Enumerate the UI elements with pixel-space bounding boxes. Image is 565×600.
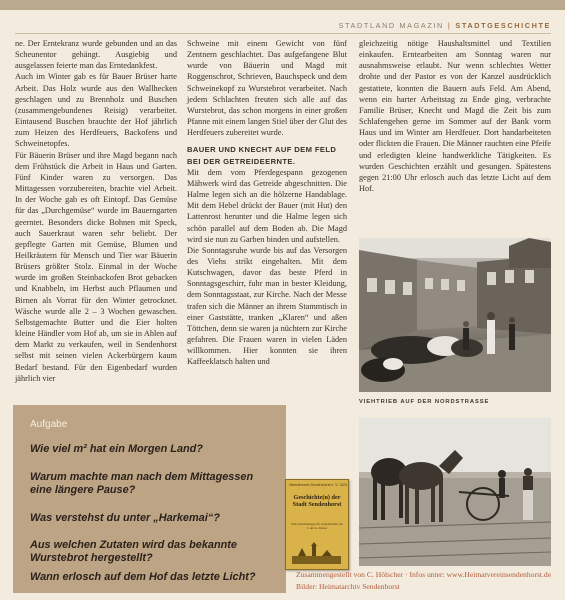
top-bar <box>0 0 565 10</box>
paragraph: Die Sonntagsruhe wurde bis auf das Versorgen des Viehs strikt eingehalten. Mit dem Kutschwagen, davor das beste Pferd in Sonntagsgeschirr, fuhr man in bester Kleidung, dem Sonntagsstaat, zur Kirche. Nach der Messe trafen sich die Männer an ihrem Stammtisch in einer Gaststätte, tranken „Klaren“ und aßen Töttchen, denn sie waren ja nüchtern zur Kirche gefahren. Die Frauen waren in vielen Läden willkommen. Hier konnten sie ihren Kaffeeklatsch halten und <box>187 245 347 367</box>
street-cattle-photo <box>359 238 551 392</box>
credit-line: Zusammengestellt von C. Hölscher · Infos unter: www.Heimatvereinsendenhorst.de <box>296 570 552 579</box>
booklet-publisher: Heimatverein Sendenhorst e. V. 1923 <box>289 483 348 487</box>
question-5: Wann erlosch auf dem Hof das letzte Licht? <box>30 571 256 583</box>
article-column-1 <box>15 38 177 384</box>
magazine-name: STADTLAND MAGAZIN <box>338 21 444 30</box>
booklet-subtitle: Eine Arbeitsmappe für Grundschüler der 3. und 4. Klasse <box>291 522 343 530</box>
question-3: Was verstehst du unter „Harkemai“? <box>30 512 220 524</box>
question-4: Aus welchen Zutaten wird das bekannte Wurstebrot hergestellt? <box>30 539 237 564</box>
photo-subheading: BAUER UND KNECHT AUF DEM FELD BEI DER GETREIDEERNTE. <box>187 145 337 166</box>
paragraph: ne. Der Erntekranz wurde gebunden und an das Scheunentor gehängt. Ausgiebig und ausgelassen feierte man das Erntedankfest. <box>15 39 177 71</box>
article-column-3 <box>359 38 551 194</box>
image-credit-line: Bilder: Heimatarchiv Sendenhorst <box>296 582 400 591</box>
field-photo-drawing <box>359 418 551 566</box>
article-column-2 <box>187 38 347 368</box>
booklet-town-illustration <box>292 542 341 564</box>
paragraph: Auch im Winter gab es für Bauer Brüser harte Arbeit. Das Holz wurde aus den Wallhecken geschlagen und zu Brennholz und Buschen (zusammengebundenes Reisig) verarbeitet. Eintausend Buschen brauchte der Hof jährlich zum Heizen des Herdfeuers, Backofens und Schweinetopfes. <box>15 72 177 149</box>
street-photo-caption: VIEHTRIEB AUF DER NORDSTRASSE <box>359 399 490 405</box>
question-2: Warum machte man nach dem Mittagessen eine längere Pause? <box>30 471 254 496</box>
paragraph: Schweine mit einem Gewicht von fünf Zentnern geschlachtet. Das aufgefangene Blut wurde von Bäuerin und Magd mit Roggenschrot, Schrieven, Bauchspeck und dem Schweinekopf zu Wurstebrot verarbeitet. Nach jedem Schlachten freuten sich alle auf das Wurstebrot, das schon morgens in einer großen Pfanne mit einem langen Stiel über der Glut des Herdfeuers zubereitet wurde. <box>187 39 347 138</box>
paragraph: Für Bäuerin Brüser und ihre Magd begann nach dem Frühstück die Arbeit in Haus und Garten. Fünf Kinder waren zu versorgen. Das Mittagessen vorzubereiten, brachte viel Arbeit. In der Woche gab es oft Eintopf. Das Gemüse für das „Durchgemüse“ wurde im Bauerngarten geerntet. Besonders dicke Bohnen mit Speck, auch Sauerkraut waren sehr beliebt. Der gepflegte Garten mit Gemüse, Blumen und Heilkräutern für Mensch und Tier war Bäuerin Brüsers größter Stolz. Einmal in der Woche wurde im großen Steinbackofen Brot gebacken und Knabbeln, im Herbst auch Pflaumen und Birnen als Vorrat für den Winter getrocknet. Wäsche wurde alle 2 – 3 Wochen gewaschen. Selbstgemachte Butter und die Eier holten kleine Händler vom Hof ab, um sie in Ahlen auf dem Markt zu verkaufen, weil in Sendenhorst selbst mit seinen vielen Ackerbürgern kaum Bedarf bestand. Für den Eigenbedarf wurden jährlich vier <box>15 150 177 383</box>
harvest-field-photo <box>359 418 551 566</box>
booklet-title: Geschichte(n) der Stadt Sendenhorst <box>292 494 342 508</box>
header-divider <box>15 33 551 34</box>
booklet-cover <box>285 479 349 570</box>
paragraph: Mit dem vom Pferdegespann gezogenen Mähwerk wird das Getreide abgeschnitten. Die Halme legen sich an die hölzerne Handablage. Mit dem Hebel drückt der Bauer (mit Hut) den Lattenrost herunter und die Halme legen sich schön parallel auf dem Boden ab. Die Magd wird sie nun zu Garben binden und aufstellen. <box>187 167 347 244</box>
task-box <box>13 405 286 593</box>
question-1: Wie viel m² hat ein Morgen Land? <box>30 443 203 455</box>
section-name: STADTGESCHICHTE <box>455 21 551 30</box>
paragraph: gleichzeitig nötige Haushaltsmittel und Textilien einkaufen. Erntearbeiten am Sonntag waren nur ausnahmsweise erlaubt. Nur wenn schlechtes Wetter drohte und der Pastor es von der Kanzel ausdrücklich gestattete, konnten die Bauern aufs Feld. Am Abend, wenn ein harter Arbeitstag zu Ende ging, verbrachte Familie Brüser, Knecht und Magd die Zeit bis zum Schlafengehen gerne im Sommer auf der Bank vorm Haus und im Winter am Herdfeuer. Dort handarbeiteten oder flickten die Frauen. Die Männer rauchten eine Pfeife und erledigten kleine handwerkliche Tätigkeiten. Es wurden Geschichten erzählt und gesungen. Spätestens gegen 21:00 Uhr erlosch auch das letzte Licht auf dem Hof. <box>359 39 551 194</box>
task-label: Aufgabe <box>30 419 68 430</box>
street-photo-drawing <box>359 238 551 392</box>
page-header: STADTLAND MAGAZIN | STADTGESCHICHTE <box>338 21 551 30</box>
